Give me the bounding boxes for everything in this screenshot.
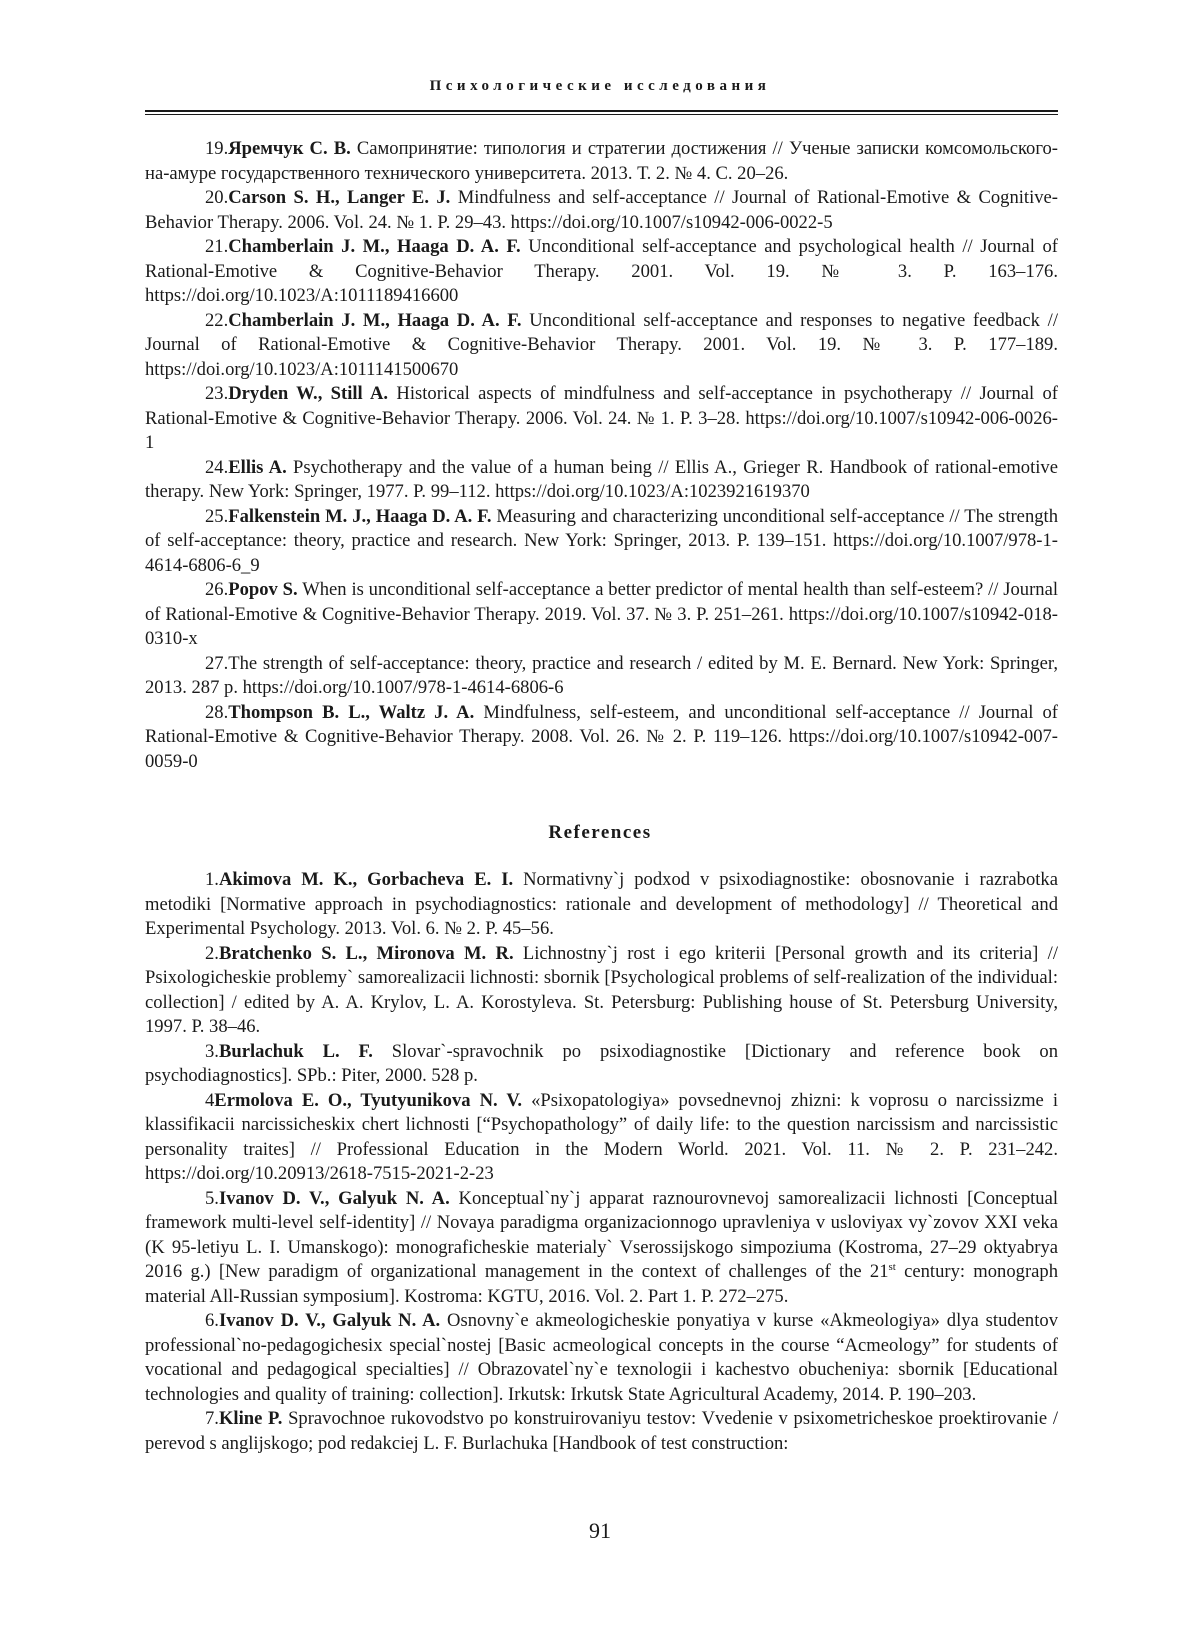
bibliography-entry: 26.Popov S. When is unconditional self-acceptance a better predictor of mental health than self-esteem? // Journal of Rational-Emotive & Cognitive-Behavior Therapy. 2019. Vol. 37. № 3. P. 251–261. https://doi.org/10.1007/s10942-018-0310-x bbox=[145, 578, 1058, 652]
bibliography-list bbox=[145, 137, 1058, 774]
reference-entry: 4Ermolova E. O., Tyutyunikova N. V. «Psixopatologiya» povsednevnoj zhizni: k voprosu o narcissizme i klassifikacii narcissicheskix chert lichnosti [“Psychopathology” of daily life: to the question narcissism and narcissistic personality traites] // Professional Education in the Modern World. 2021. Vol. 11. № 2. P. 231–242. https://doi.org/10.20913/2618-7515-2021-2-23 bbox=[145, 1089, 1058, 1187]
reference-entry: 6.Ivanov D. V., Galyuk N. A. Osnovny`e akmeologicheskie ponyatiya v kurse «Akmeologiya» dlya studentov professional`no-pedagogichesix special`nostej [Basic acmeological concepts in the course “Acmeology” for students of vocational and pedagogical specialties] // Obrazovatel`ny`e texnologii i kachestvo obucheniya: sbornik [Educational technologies and quality of training: collection]. Irkutsk: Irkutsk State Agricultural Academy, 2014. P. 190–203. bbox=[145, 1309, 1058, 1407]
references-heading: References bbox=[0, 822, 1200, 844]
bibliography-entry: 23.Dryden W., Still A. Historical aspects of mindfulness and self-acceptance in psychotherapy // Journal of Rational-Emotive & Cognitive-Behavior Therapy. 2006. Vol. 24. № 1. P. 3–28. https://doi.org/10.1007/s10942-006-0026-1 bbox=[145, 382, 1058, 456]
bibliography-entry: 24.Ellis A. Psychotherapy and the value of a human being // Ellis A., Grieger R. Handbook of rational-emotive therapy. New York: Springer, 1977. P. 99–112. https://doi.org/10.1023/A:1023921619370 bbox=[145, 456, 1058, 505]
reference-entry: 2.Bratchenko S. L., Mironova M. R. Lichnostny`j rost i ego kriterii [Personal growth and its criteria] // Psixologicheskie problemy` samorealizacii lichnosti: sbornik [Psychological problems of self-realization of the individual: collection] / edited by A. A. Krylov, L. A. Korostyleva. St. Petersburg: Publishing house of St. Petersburg University, 1997. P. 38–46. bbox=[145, 942, 1058, 1040]
bibliography-entry: 22.Chamberlain J. M., Haaga D. A. F. Unconditional self-acceptance and responses to negative feedback // Journal of Rational-Emotive & Cognitive-Behavior Therapy. 2001. Vol. 19. № 3. P. 177–189. https://doi.org/10.1023/A:1011141500670 bbox=[145, 309, 1058, 383]
header-rule bbox=[145, 110, 1058, 112]
bibliography-entry: 20.Carson S. H., Langer E. J. Mindfulness and self-acceptance // Journal of Rational-Emotive & Cognitive-Behavior Therapy. 2006. Vol. 24. № 1. P. 29–43. https://doi.org/10.1007/s10942-006-0022-5 bbox=[145, 186, 1058, 235]
bibliography-entry: 27.The strength of self-acceptance: theory, practice and research / edited by M. E. Bernard. New York: Springer, 2013. 287 p. https://doi.org/10.1007/978-1-4614-6806-6 bbox=[145, 652, 1058, 701]
reference-entry: 3.Burlachuk L. F. Slovar`-spravochnik po psixodiagnostike [Dictionary and reference book on psychodiagnostics]. SPb.: Piter, 2000. 528 p. bbox=[145, 1040, 1058, 1089]
bibliography-entry: 28.Thompson B. L., Waltz J. A. Mindfulness, self-esteem, and unconditional self-acceptance // Journal of Rational-Emotive & Cognitive-Behavior Therapy. 2008. Vol. 26. № 2. P. 119–126. https://doi.org/10.1007/s10942-007-0059-0 bbox=[145, 701, 1058, 775]
header-rule-thin bbox=[145, 114, 1058, 115]
running-header: Психологические исследования bbox=[0, 78, 1200, 95]
bibliography-entry: 21.Chamberlain J. M., Haaga D. A. F. Unconditional self-acceptance and psychological health // Journal of Rational-Emotive & Cognitive-Behavior Therapy. 2001. Vol. 19. № 3. P. 163–176. https://doi.org/10.1023/A:1011189416600 bbox=[145, 235, 1058, 309]
bibliography-entry: 19.Яремчук С. В. Самопринятие: типология и стратегии достижения // Ученые записки комсомольского-на-амуре государственного технического университета. 2013. Т. 2. № 4. С. 20–26. bbox=[145, 137, 1058, 186]
reference-entry: 5.Ivanov D. V., Galyuk N. A. Konceptual`ny`j apparat raznourovnevoj samorealizacii lichnosti [Conceptual framework multi-level self-identity] // Novaya paradigma organizacionnogo upravleniya v usloviyax vy`zovov XXI veka (K 95-letiyu L. I. Umanskogo): monograficheskie materialy` Vserossijskogo simpoziuma (Kostroma, 27–29 oktyabrya 2016 g.) [New paradigm of organizational management in the context of challenges of the 21st century: monograph material All-Russian symposium]. Kostroma: KGTU, 2016. Vol. 2. Part 1. P. 272–275. bbox=[145, 1187, 1058, 1310]
reference-entry: 1.Akimova M. K., Gorbacheva E. I. Normativny`j podxod v psixodiagnostike: obosnovanie i razrabotka metodiki [Normative approach in psychodiagnostics: rationale and development of methodology] // Theoretical and Experimental Psychology. 2013. Vol. 6. № 2. P. 45–56. bbox=[145, 868, 1058, 942]
page-number: 91 bbox=[0, 1518, 1200, 1544]
bibliography-entry: 25.Falkenstein M. J., Haaga D. A. F. Measuring and characterizing unconditional self-acceptance // The strength of self-acceptance: theory, practice and research. New York: Springer, 2013. P. 139–151. https://doi.org/10.1007/978-1-4614-6806-6_9 bbox=[145, 505, 1058, 579]
reference-entry: 7.Kline P. Spravochnoe rukovodstvo po konstruirovaniyu testov: Vvedenie v psixometricheskoe proektirovanie / perevod s anglijskogo; pod redakciej L. F. Burlachuka [Handbook of test construction: bbox=[145, 1407, 1058, 1456]
references-list bbox=[145, 868, 1058, 1456]
